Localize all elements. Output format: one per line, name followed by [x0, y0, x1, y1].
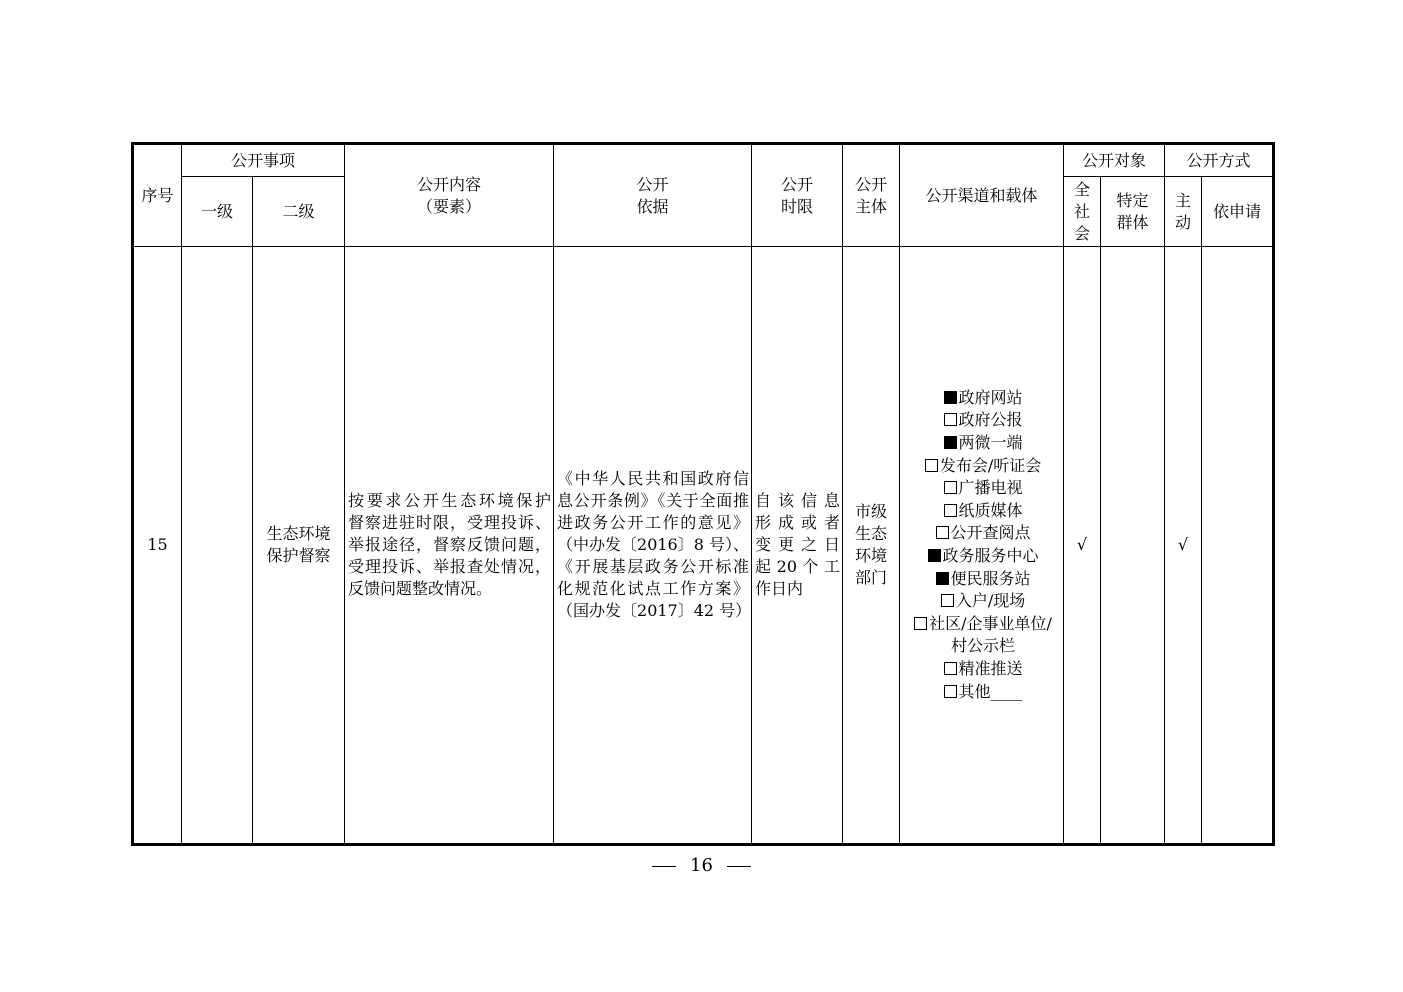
checked-box-icon: [944, 391, 957, 404]
row-time-line: 变 更 之 日: [755, 535, 841, 554]
row-basis-line: 化规范化试点工作方案》: [557, 579, 750, 598]
header-target-all-char: 会: [1074, 223, 1091, 243]
disclosure-table: [131, 142, 1275, 846]
row-basis-line: 进政务公开工作的意见》: [557, 513, 750, 532]
row-time: [752, 247, 843, 845]
channel-label: 便民服务站: [950, 568, 1031, 588]
header-method-group: 公开方式: [1165, 144, 1274, 177]
channel-label: 政务服务中心: [942, 546, 1039, 565]
unchecked-box-icon: [936, 526, 949, 539]
header-subject-line2: 主体: [855, 196, 888, 216]
channel-item: [903, 409, 1063, 432]
header-channel: 公开渠道和载体: [900, 144, 1064, 247]
header-items-group: 公开事项: [182, 144, 345, 177]
header-content-line2: （要素）: [417, 196, 482, 216]
row-content-line: 督察进驻时限，受理投诉、: [348, 513, 552, 532]
row-level2-line: 保护督察: [266, 546, 331, 565]
channel-item: [903, 590, 1063, 613]
header-subject-line1: 公开: [855, 174, 888, 194]
channel-label: 广播电视: [958, 478, 1023, 498]
channel-item: [903, 545, 1063, 568]
checked-box-icon: [936, 572, 949, 585]
header-content: [345, 144, 554, 247]
row-seq: 15: [133, 247, 182, 845]
header-target-all: [1064, 177, 1101, 247]
header-time: [752, 144, 843, 247]
channel-label: 其他____: [958, 681, 1023, 701]
header-content-line1: 公开内容: [417, 174, 482, 194]
row-subject-line: 部门: [855, 568, 888, 587]
checked-box-icon: [928, 549, 941, 562]
channel-item: [903, 387, 1063, 410]
channel-label: 政府网站: [958, 387, 1023, 407]
row-target-all: √: [1064, 247, 1101, 845]
header-basis-line2: 依据: [636, 196, 669, 216]
channel-item: [903, 455, 1063, 478]
channel-label: 公开查阅点: [950, 523, 1031, 543]
header-seq: 序号: [133, 144, 182, 247]
unchecked-box-icon: [914, 617, 927, 630]
unchecked-box-icon: [944, 481, 957, 494]
header-target-all-char: 社: [1074, 201, 1091, 221]
row-content-line: 按要求公开生态环境保护: [348, 491, 552, 510]
page-number: 16: [690, 855, 713, 876]
row-content: [345, 247, 554, 845]
header-basis: [554, 144, 752, 247]
page-dash-right: [727, 866, 751, 867]
header-target-specific-line: 群体: [1116, 212, 1149, 232]
header-method-active: [1165, 177, 1202, 247]
channel-label: 两微一端: [958, 433, 1023, 453]
disclosure-table-page: [131, 142, 1272, 843]
page-footer: [0, 855, 1403, 876]
row-target-specific: [1101, 247, 1165, 845]
row-content-line: 举报途径，督察反馈问题，: [348, 535, 552, 554]
row-basis-line: 《开展基层政务公开标准: [557, 557, 750, 576]
header-method-active-char: 主: [1175, 190, 1192, 210]
row-method-active: √: [1165, 247, 1202, 845]
row-time-line: 起 20 个 工: [755, 557, 841, 576]
channel-item: [903, 568, 1063, 591]
channel-label: 入户/现场: [955, 591, 1026, 611]
channel-item: [903, 432, 1063, 455]
channel-item: [903, 522, 1063, 545]
channel-item: [903, 681, 1063, 704]
channel-label: 纸质媒体: [958, 500, 1023, 520]
channel-label: 社区/企事业单位/: [929, 613, 1052, 633]
channel-item: [903, 613, 1063, 636]
row-basis: [554, 247, 752, 845]
row-subject-line: 市级: [855, 502, 888, 521]
channel-label: 村公示栏: [951, 636, 1016, 656]
header-level2: 二级: [253, 177, 345, 247]
page-dash-left: [652, 866, 676, 867]
row-subject-line: 环境: [855, 546, 888, 565]
unchecked-box-icon: [944, 413, 957, 426]
row-content-line: 反馈问题整改情况。: [348, 579, 493, 598]
channel-item: [903, 658, 1063, 681]
header-time-line2: 时限: [781, 196, 814, 216]
row-time-line: 作日内: [755, 579, 804, 598]
row-channels: [900, 247, 1064, 845]
row-basis-line: （国办发〔2017〕42 号）: [557, 601, 752, 620]
header-method-request: 依申请: [1202, 177, 1274, 247]
header-basis-line1: 公开: [636, 174, 669, 194]
row-basis-line: 息公开条例》《关于全面推: [557, 491, 750, 510]
header-target-specific: [1101, 177, 1165, 247]
row-content-line: 受理投诉、举报查处情况，: [348, 557, 552, 576]
header-target-specific-line: 特定: [1116, 190, 1149, 210]
channel-item: [903, 635, 1063, 658]
row-subject-line: 生态: [855, 524, 888, 543]
channel-label: 政府公报: [958, 410, 1023, 430]
header-time-line1: 公开: [781, 174, 814, 194]
unchecked-box-icon: [925, 459, 938, 472]
channel-label: 精准推送: [958, 658, 1023, 678]
unchecked-box-icon: [944, 685, 957, 698]
header-subject: [843, 144, 900, 247]
channel-item: [903, 477, 1063, 500]
unchecked-box-icon: [944, 662, 957, 675]
checked-box-icon: [944, 436, 957, 449]
header-target-group: 公开对象: [1064, 144, 1165, 177]
row-basis-line: （中办发〔2016〕8 号）、: [557, 535, 750, 554]
row-level2: [253, 247, 345, 845]
header-method-active-char: 动: [1175, 212, 1192, 232]
channel-item: [903, 500, 1063, 523]
header-target-all-char: 全: [1074, 179, 1091, 199]
row-time-line: 形 成 或 者: [755, 513, 841, 532]
row-time-line: 自 该 信 息: [755, 491, 841, 510]
row-basis-line: 《中华人民共和国政府信: [557, 469, 750, 488]
row-subject: [843, 247, 900, 845]
header-level1: 一级: [182, 177, 253, 247]
unchecked-box-icon: [944, 504, 957, 517]
unchecked-box-icon: [941, 594, 954, 607]
row-method-request: [1202, 247, 1274, 845]
channel-label: 发布会/听证会: [939, 455, 1042, 475]
table-row: [133, 247, 1274, 845]
row-level2-line: 生态环境: [266, 524, 331, 543]
row-level1: [182, 247, 253, 845]
